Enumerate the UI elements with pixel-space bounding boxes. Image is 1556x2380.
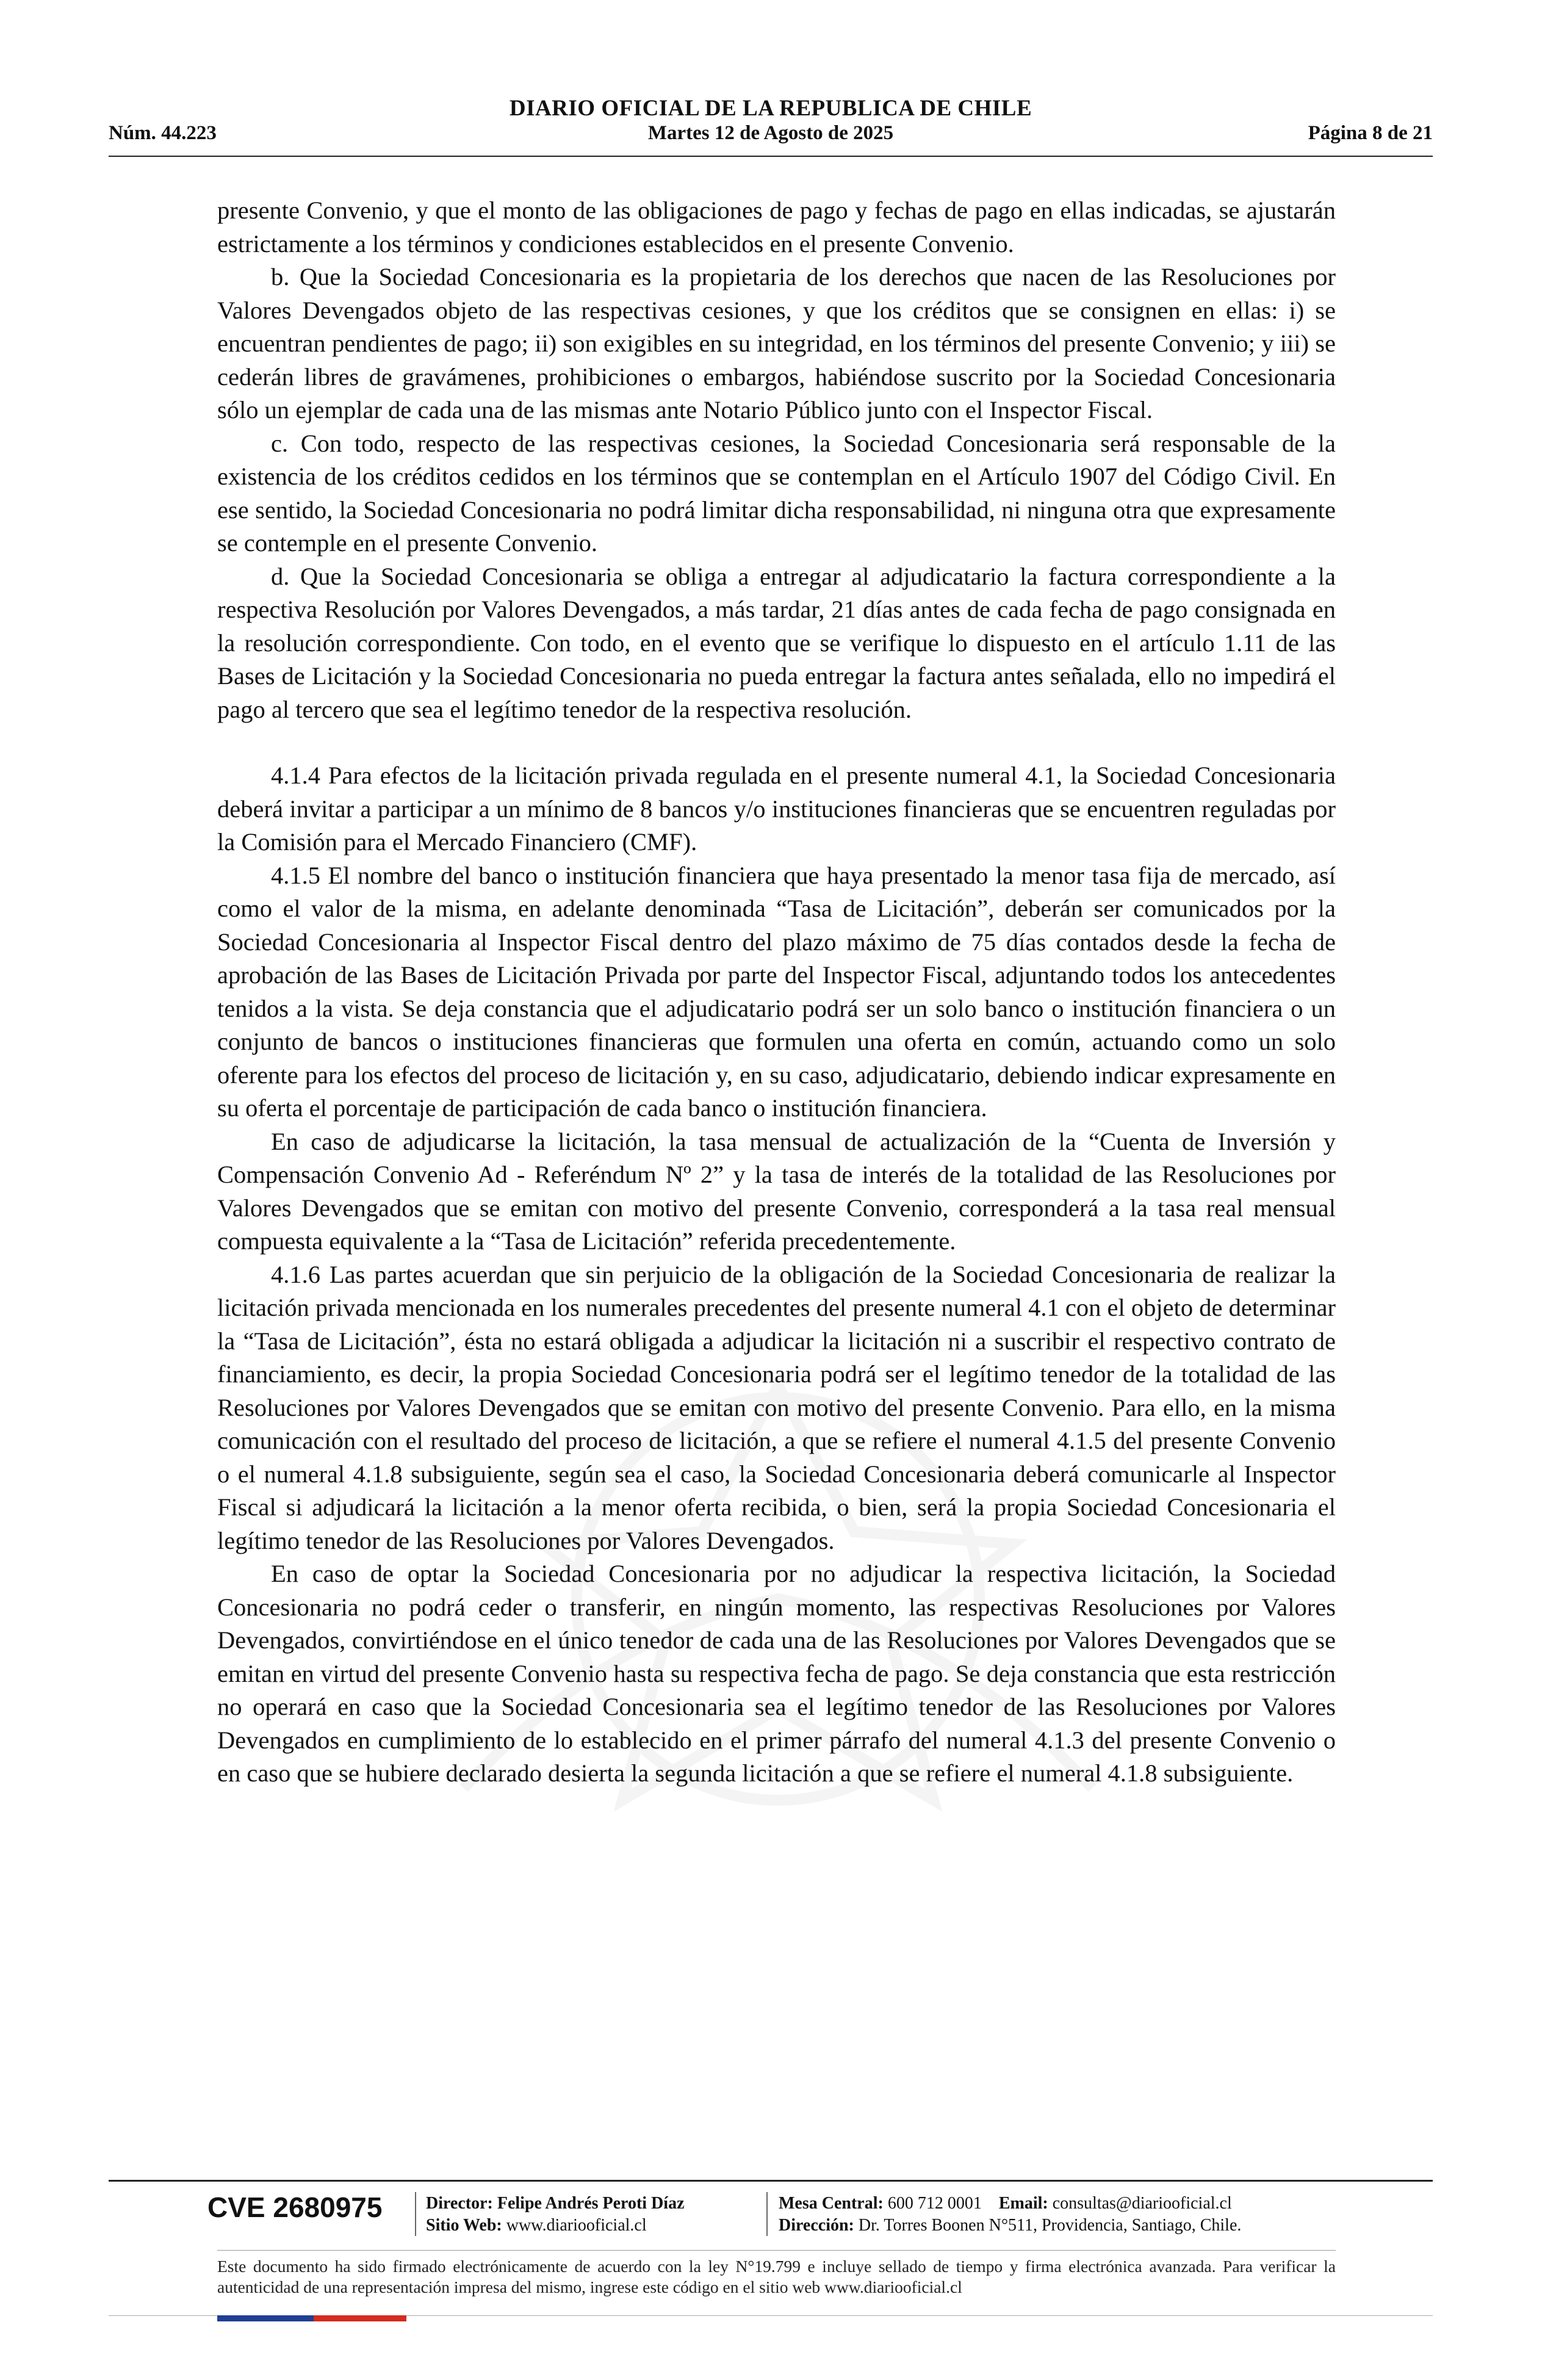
website-label: Sitio Web: [426, 2216, 502, 2235]
paragraph: d. Que la Sociedad Concesionaria se obliga a entregar al adjudicatario la factura correspondiente a la respectiva Resolución por Valores Devengados, a más tardar, 21 días antes de cada fecha de pago consignada en la resolución correspondiente. Con todo, en el evento que se verifique lo dispuesto en el artículo 1.11 de las Bases de Licitación y la Sociedad Concesionaria no pueda entregar la factura antes señalada, ello no impedirá el pago al tercero que sea el legítimo tenedor de la respectiva resolución. [217, 562, 1336, 723]
footer-separator [766, 2192, 768, 2236]
footer-divider [109, 2180, 1433, 2182]
flag-stripe-red [314, 2315, 406, 2321]
phone-label: Mesa Central: [779, 2194, 884, 2213]
paragraph: c. Con todo, respecto de las respectivas cesiones, la Sociedad Concesionaria será responsable de la existencia de los créditos cedidos en los términos que se contemplan en el Artículo 1907 del Código Civil. En ese sentido, la Sociedad Concesionaria no podrá limitar dicha responsabilidad, ni ninguna otra que expresamente se contemple en el presente Convenio. [217, 429, 1336, 557]
footer-divider-thin [217, 2250, 1336, 2251]
flag-stripe-blue [217, 2315, 314, 2321]
director-label: Director: [426, 2194, 493, 2213]
publication-date: Martes 12 de Agosto de 2025 [647, 122, 894, 144]
page-number: Página 8 de 21 [1308, 122, 1433, 144]
paragraph: b. Que la Sociedad Concesionaria es la propietaria de los derechos que nacen de las Resoluciones por Valores Devengados objeto de las respectivas cesiones, y que los créditos que se consignen en ellas: i) se encuentran pendientes de pago; ii) son exigibles en su integridad, en los términos del presente Convenio; y iii) se cederán libres de gravámenes, prohibiciones o embargos, habiéndose suscrito por la Sociedad Concesionaria sólo un ejemplar de cada una de las mismas ante Notario Público junto con el Inspector Fiscal. [217, 263, 1336, 424]
header-divider [109, 156, 1433, 157]
issue-number: Núm. 44.223 [109, 122, 217, 144]
publication-title: DIARIO OFICIAL DE LA REPUBLICA DE CHILE [509, 96, 1032, 121]
cve-code: CVE 2680975 [207, 2191, 383, 2223]
legal-notice: Este documento ha sido firmado electrónicamente de acuerdo con la ley N°19.799 e incluye sellado de tiempo y firma electrónica avanzada. Para verificar la autenticidad de una representación impresa del mismo, ingrese este código en el sitio web www.diariooficial.cl [217, 2257, 1336, 2296]
paragraph: 4.1.6 Las partes acuerdan que sin perjuicio de la obligación de la Sociedad Concesionaria de realizar la licitación privada mencionada en los numerales precedentes del presente numeral 4.1 con el objeto de determinar la “Tasa de Licitación”, ésta no estará obligada a adjudicar la licitación ni a suscribir el respectivo contrato de financiamiento, es decir, la propia Sociedad Concesionaria podrá ser el legítimo tenedor de la totalidad de las Resoluciones por Valores Devengados que se emitan con motivo del presente Convenio. Para ello, en la misma comunicación con el resultado del proceso de licitación, a que se refiere el numeral 4.1.5 del presente Convenio o el numeral 4.1.8 subsiguiente, según sea el caso, la Sociedad Concesionaria deberá comunicarle al Inspector Fiscal si adjudicará la licitación a la menor oferta recibida, o bien, será la propia Sociedad Concesionaria el legítimo tenedor de las Resoluciones por Valores Devengados. [217, 1260, 1336, 1554]
contact-info [779, 2193, 1241, 2237]
paragraph: 4.1.4 Para efectos de la licitación privada regulada en el presente numeral 4.1, la Sociedad Concesionaria deberá invitar a participar a un mínimo de 8 bancos y/o instituciones financieras que se encuentren reguladas por la Comisión para el Mercado Financiero (CMF). [217, 762, 1336, 856]
paragraph: En caso de optar la Sociedad Concesionaria por no adjudicar la respectiva licitación, la Sociedad Concesionaria no podrá ceder o transferir, en ningún momento, las respectivas Resoluciones por Valores Devengados, convirtiéndose en el único tenedor de cada una de las Resoluciones por Valores Devengados que se emitan en virtud del presente Convenio hasta su respectiva fecha de pago. Se deja constancia que esta restricción no operará en caso que la Sociedad Concesionaria sea el legítimo tenedor de las Resoluciones por Valores Devengados en cumplimiento de lo establecido en el primer párrafo del numeral 4.1.3 del presente Convenio o en caso que se hubiere declarado desierta la segunda licitación a que se refiere el numeral 4.1.8 subsiguiente. [217, 1560, 1336, 1787]
director-name: Felipe Andrés Peroti Díaz [497, 2194, 685, 2213]
paragraph: 4.1.5 El nombre del banco o institución financiera que haya presentado la menor tasa fija de mercado, así como el valor de la misma, en adelante denominada “Tasa de Licitación”, deberán ser comunicados por la Sociedad Concesionaria al Inspector Fiscal dentro del plazo máximo de 75 días contados desde la fecha de aprobación de las Bases de Licitación Privada por parte del Inspector Fiscal, adjuntando todos los antecedentes tenidos a la vista. Se deja constancia que el adjudicatario podrá ser un solo banco o institución financiera o un conjunto de bancos o instituciones financieras que formulen una oferta en común, actuando como un solo oferente para los efectos del proceso de licitación y, en su caso, adjudicatario, debiendo indicar expresamente en su oferta el porcentaje de participación de cada banco o institución financiera. [217, 861, 1336, 1122]
page-header [109, 92, 1433, 160]
director-info [426, 2193, 685, 2237]
email-label: Email: [998, 2194, 1048, 2213]
website-link[interactable]: www.diariooficial.cl [506, 2216, 647, 2235]
footer-separator [415, 2192, 416, 2236]
email-link[interactable]: consultas@diariooficial.cl [1052, 2194, 1232, 2213]
address-label: Dirección: [779, 2216, 854, 2235]
paragraph: En caso de adjudicarse la licitación, la tasa mensual de actualización de la “Cuenta de Inversión y Compensación Convenio Ad - Referéndum Nº 2” y la tasa de interés de la totalidad de las Resoluciones por Valores Devengados que se emitan con motivo del presente Convenio, corresponderá a la tasa real mensual compuesta equivalente a la “Tasa de Licitación” referida precedentemente. [217, 1127, 1336, 1255]
address-text: Dr. Torres Boonen N°511, Providencia, Santiago, Chile. [858, 2216, 1242, 2235]
document-body [217, 194, 1336, 1790]
phone-number: 600 712 0001 [887, 2194, 982, 2213]
paragraph: presente Convenio, y que el monto de las obligaciones de pago y fechas de pago en ellas indicadas, se ajustarán estrictamente a los términos y condiciones establecidos en el presente Convenio. [217, 197, 1336, 258]
